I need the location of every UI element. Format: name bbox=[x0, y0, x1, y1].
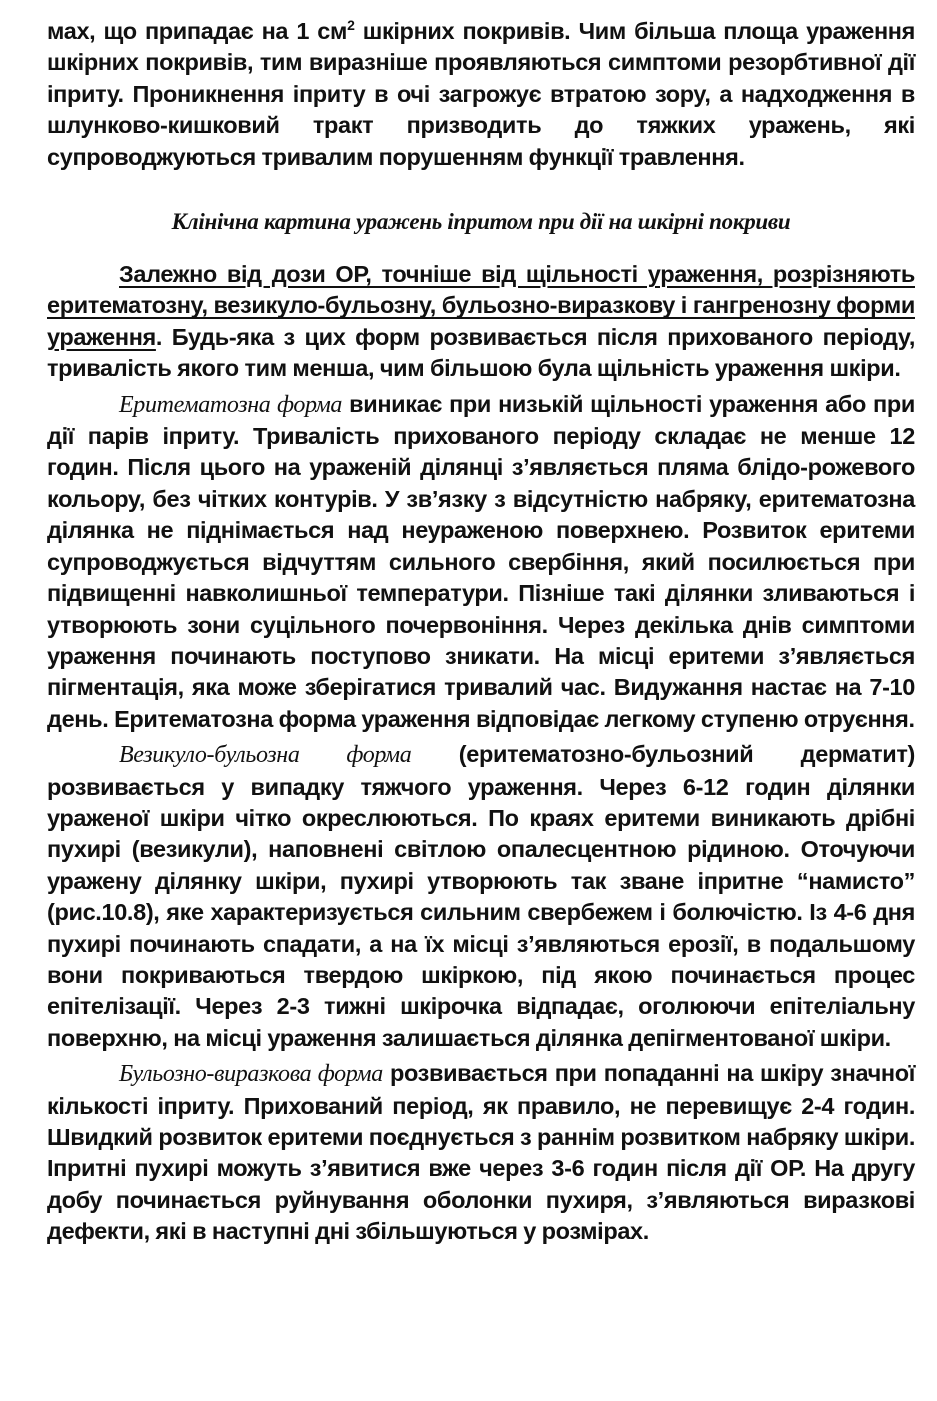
bullous-ulcerative-form-text: розвивається при попаданні на шкіру значної кількості іприту. Прихований період, як правило, не перевищує 2-4 годин. Швидкий розвиток еритеми поєднується з раннім розвитком набряку шкіри. Іпритні пухирі можуть з’явитися вже через 3-6 годин після дії ОР. На другу добу починається руйнування оболонки пухиря, з’являються виразкові дефекти, які в наступні дні збільшуються у розмірах. bbox=[47, 1060, 915, 1245]
vesiculo-bullous-form-text: (еритематозно-бульозний дерматит) розвивається у випадку тяжчого ураження. Через 6-12 годин ділянки ураженої шкіри чітко окреслюються. По краях еритеми виникають дрібні пухирі (везикули), наповнені світлою опалесцентною рідиною. Оточуючи уражену ділянку шкіри, пухирі утворюють так зване іпритне “намисто” (рис.10.8), яке характеризується сильним свербежем і болючістю. Із 4-6 дня пухирі починають спадати, а на їх місці з’являються ерозії, в подальшому вони покриваються твердою шкіркою, під якою починається процес епітелізації. Через 2-3 тижні шкірочка відпадає, оголюючи епітеліальну поверхню, на місці ураження залишається ділянка депігментованої шкіри. bbox=[47, 741, 915, 1051]
erythematous-form-paragraph bbox=[47, 389, 915, 735]
bullous-ulcerative-form-paragraph bbox=[47, 1058, 915, 1247]
erythematous-form-term: Еритематозна форма bbox=[119, 391, 343, 418]
bullous-ulcerative-form-term: Бульозно-виразкова форма bbox=[119, 1061, 383, 1088]
forms-overview-rest: . Будь-яка з цих форм розвивається після прихованого періоду, тривалість якого тим менша, чим більшою була щільність ураження шкіри. bbox=[47, 323, 915, 382]
intro-text-rest: шкірних покривів. Чим більша площа ураження шкірних покривів, тим виразніше проявляються симптоми резорбтивної дії іприту. Проникнення іприту в очі загрожує втратою зору, а надходження в шлунково-кишковий тракт призводить до тяжких уражень, які супроводжуються тривалим порушенням функції травлення. bbox=[47, 18, 916, 170]
underlined-statement: Залежно від дози ОР, точніше від щільності ураження, розрізняють еритематозну, везикуло-бульозну, бульозно-виразкову і гангренозну форми ураження bbox=[47, 261, 915, 350]
vesiculo-bullous-form-term: Везикуло-бульозна форма bbox=[119, 742, 412, 769]
vesiculo-bullous-form-paragraph bbox=[47, 739, 915, 1054]
superscript-2: 2 bbox=[347, 17, 355, 34]
intro-text-start: мах, що припадає на 1 см bbox=[47, 18, 348, 44]
intro-paragraph bbox=[47, 16, 915, 173]
forms-overview-paragraph bbox=[47, 259, 915, 385]
section-title: Клінічна картина уражень іпритом при дії на шкірні покриви bbox=[171, 209, 791, 235]
erythematous-form-text: виникає при низькій щільності ураження або при дії парів іприту. Тривалість прихованого періоду складає не менше 12 годин. Після цього на ураженій ділянці з’являється пляма блідо-рожевого кольору, без чітких контурів. У зв’язку з відсутністю набряку, еритематозна ділянка не піднімається над неураженою поверхнею. Розвиток еритеми супроводжується відчуттям сильного свербіння, який посилюється при підвищенні навколишньої температури. Пізніше такі ділянки зливаються і утворюють зони суцільного почервоніння. Через декілька днів симптоми ураження починають поступово зникати. На місці еритеми з’являється пігментація, яка може зберігатися тривалий час. Видужання настає на 7-10 день. Еритематозна форма ураження відповідає легкому ступеню отруєння. bbox=[47, 390, 915, 732]
